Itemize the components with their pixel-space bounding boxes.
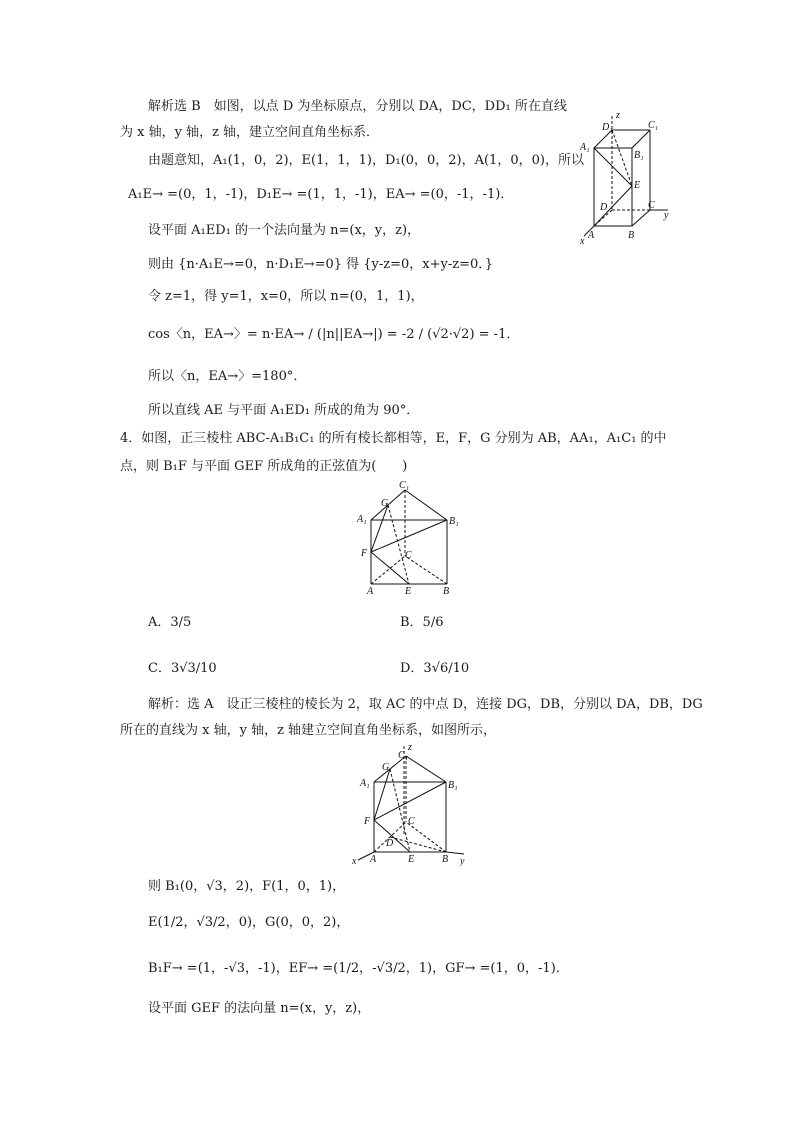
solution-line-10: 所以直线 AE 与平面 A₁ED₁ 所成的角为 90°． — [148, 403, 420, 418]
option-b: B．5/6 — [400, 615, 444, 630]
label-C: C — [648, 200, 655, 211]
label-B: B — [443, 586, 450, 597]
solution-4-line-2: 所在的直线为 x 轴，y 轴，z 轴建立空间直角坐标系，如图所示， — [120, 723, 497, 738]
label-C1: C₁ — [398, 750, 409, 761]
label-x: x — [352, 856, 357, 866]
label-A: A — [588, 230, 595, 241]
label-C1: C₁ — [648, 120, 659, 131]
label-C: C — [408, 816, 415, 827]
label-z: z — [408, 742, 412, 753]
label-A1: A₁ — [580, 142, 590, 153]
solution-line-6: 则由 {n·A₁E→=0，n·D₁E→=0} 得 {y-z=0，x+y-z=0．} — [148, 257, 494, 272]
solution-line-1: 解析选 B 如图，以点 D 为坐标原点，分别以 DA，DC，DD₁ 所在直线 — [148, 99, 567, 114]
label-D: D — [600, 202, 608, 213]
solution-line-7: 令 z=1，得 y=1，x=0，所以 n=(0，1，1)， — [148, 289, 424, 304]
label-A1: A₁ — [360, 778, 370, 789]
option-c: C．3√3/10 — [148, 661, 217, 676]
solution-4-line-5: B₁F→ =(1，-√3，-1)，EF→ =(1/2，-√3/2，1)，GF→ =(1，0，-1)． — [148, 961, 569, 976]
option-a: A．3/5 — [148, 615, 192, 630]
solution-4-line-6: 设平面 GEF 的法向量 n=(x，y，z)， — [148, 1001, 371, 1016]
question-4-line-2: 点，则 B₁F 与平面 GEF 所成角的正弦值为( ) — [120, 459, 408, 474]
label-y: y — [460, 856, 465, 866]
label-A1: A₁ — [357, 514, 367, 525]
label-B: B — [442, 854, 449, 865]
solution-4-line-1: 解析：选 A 设正三棱柱的棱长为 2，取 AC 的中点 D，连接 DG，DB，分别以 DA，DB，DG — [148, 697, 703, 712]
label-D1: D₁ — [602, 122, 613, 133]
label-E: E — [405, 586, 412, 597]
label-z: z — [616, 110, 620, 121]
prism-axes-figure — [352, 742, 472, 866]
label-C1: C₁ — [399, 480, 410, 491]
label-E: E — [634, 180, 641, 191]
option-d: D．3√6/10 — [400, 661, 470, 676]
question-4-line-1: 4．如图，正三棱柱 ABC-A₁B₁C₁ 的所有棱长都相等，E，F，G 分别为 AB，AA₁，A₁C₁ 的中 — [120, 431, 667, 446]
label-C: C — [405, 550, 412, 561]
solution-4-line-4: E(1/2，√3/2，0)，G(0，0，2)， — [148, 915, 350, 930]
label-G: G — [382, 762, 390, 773]
label-F: F — [364, 816, 371, 827]
label-y: y — [664, 210, 669, 221]
solution-line-4: A₁E→ =(0，1，-1)，D₁E→ =(1，1，-1)，EA→ =(0，-1，-1)． — [128, 187, 514, 202]
label-B1: B₁ — [448, 780, 458, 791]
solution-line-9: 所以〈n，EA→〉=180°． — [148, 369, 307, 384]
label-E: E — [408, 854, 415, 865]
prism-figure — [355, 480, 465, 598]
label-B1: B₁ — [634, 150, 644, 161]
solution-line-3: 由题意知，A₁(1，0，2)，E(1，1，1)，D₁(0，0，2)，A(1，0，0)，所以 — [148, 153, 584, 168]
solution-4-line-3: 则 B₁(0，√3，2)，F(1，0，1)， — [148, 879, 346, 894]
label-D: D — [386, 838, 394, 849]
label-x: x — [580, 236, 585, 247]
cuboid-figure — [580, 108, 685, 248]
solution-line-5: 设平面 A₁ED₁ 的一个法向量为 n=(x，y，z)， — [148, 223, 421, 238]
label-G: G — [381, 498, 389, 509]
label-B: B — [628, 230, 635, 241]
label-A: A — [367, 586, 374, 597]
label-F: F — [361, 548, 368, 559]
solution-line-2: 为 x 轴，y 轴，z 轴，建立空间直角坐标系． — [120, 125, 380, 140]
label-A: A — [370, 854, 377, 865]
label-B1: B₁ — [449, 516, 459, 527]
solution-line-8: cos〈n，EA→〉= n·EA→ / (|n||EA→|) = -2 / (√2·√2) = -1． — [148, 327, 520, 342]
